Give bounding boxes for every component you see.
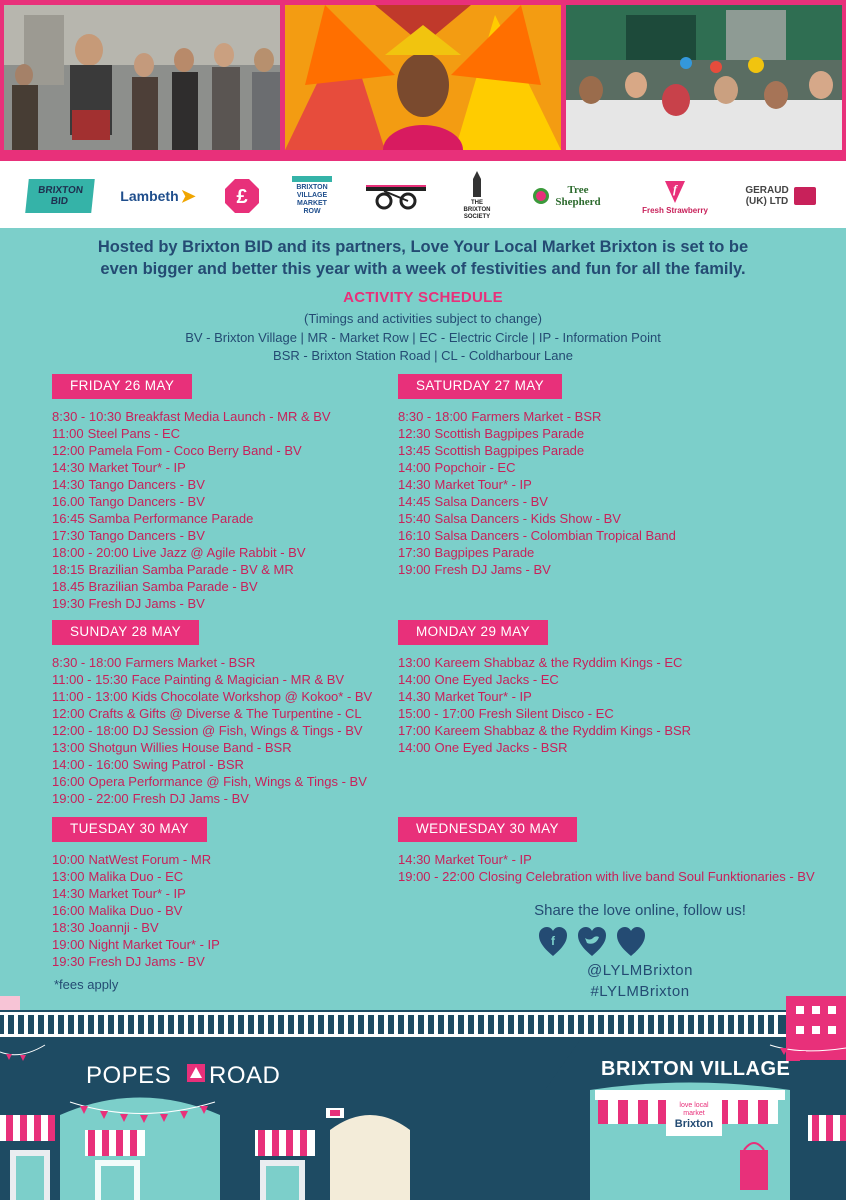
event-row <box>398 688 691 705</box>
event-time: 18:30 <box>52 920 85 935</box>
event-row <box>52 868 220 885</box>
event-time: 19:00 <box>52 937 85 952</box>
day-heading: SUNDAY 28 MAY <box>52 620 199 645</box>
event-row <box>52 578 331 595</box>
event-description: Farmers Market - BSR <box>471 409 602 424</box>
brixton-village-logo: BRIXTON VILLAGE MARKET ROW <box>290 169 334 223</box>
twitter-heart-icon[interactable] <box>578 927 606 956</box>
event-time: 14:30 <box>398 477 431 492</box>
event-description: Market Tour* - IP <box>88 886 186 901</box>
event-description: Salsa Dancers - Colombian Tropical Band <box>434 528 676 543</box>
brixton-bid-logo: BRIXTON BID <box>24 169 96 223</box>
event-description: Kareem Shabbaz & the Ryddim Kings - BSR <box>434 723 692 738</box>
event-time: 14.30 <box>398 689 431 704</box>
event-time: 14:30 <box>52 886 85 901</box>
event-time: 14:30 <box>52 460 85 475</box>
event-time: 19:00 <box>398 562 431 577</box>
event-time: 17:30 <box>398 545 431 560</box>
intro-line-1: Hosted by Brixton BID and its partners, Love Your Local Market Brixton is set to be <box>97 238 749 256</box>
day-block-saturday <box>398 374 676 578</box>
event-row <box>398 851 815 868</box>
event-row <box>398 476 676 493</box>
event-list <box>52 408 331 612</box>
event-time: 8:30 - 18:00 <box>398 409 468 424</box>
schedule-title: ACTIVITY SCHEDULE <box>343 289 503 306</box>
event-time: 19:30 <box>52 954 85 969</box>
fresh-strawberry-logo: f Fresh Strawberry <box>642 181 708 215</box>
event-description: Fresh DJ Jams - BV <box>434 562 551 577</box>
event-row <box>52 442 331 459</box>
event-description: Night Market Tour* - IP <box>88 937 220 952</box>
event-row <box>398 671 691 688</box>
event-row <box>52 671 372 688</box>
social-handle[interactable]: @LYLMBrixton <box>587 962 693 979</box>
event-time: 12:30 <box>398 426 431 441</box>
event-time: 13:00 <box>52 740 85 755</box>
event-row <box>398 493 676 510</box>
event-description: Tango Dancers - BV <box>88 528 205 543</box>
event-description: DJ Session @ Fish, Wings & Tings - BV <box>132 723 363 738</box>
event-time: 14:00 - 16:00 <box>52 757 129 772</box>
day-heading: WEDNESDAY 30 MAY <box>398 817 577 842</box>
event-description: Opera Performance @ Fish, Wings & Tings - BV <box>88 774 367 789</box>
day-block-friday <box>52 374 331 612</box>
event-row <box>52 561 331 578</box>
event-row <box>398 408 676 425</box>
event-row <box>52 425 331 442</box>
day-heading: MONDAY 29 MAY <box>398 620 548 645</box>
event-row <box>52 936 220 953</box>
location-key-1: BV - Brixton Village | MR - Market Row | EC - Electric Circle | IP - Information Point <box>185 330 661 345</box>
event-time: 16:00 <box>52 903 85 918</box>
event-row <box>398 510 676 527</box>
svg-text:f: f <box>551 934 555 948</box>
event-description: Fresh DJ Jams - BV <box>88 596 205 611</box>
event-time: 13:45 <box>398 443 431 458</box>
event-row <box>52 527 331 544</box>
event-time: 12:00 <box>52 706 85 721</box>
event-row <box>52 705 372 722</box>
event-row <box>52 851 220 868</box>
day-block-tuesday <box>52 817 220 970</box>
event-description: One Eyed Jacks - BSR <box>434 740 568 755</box>
event-description: Kids Chocolate Workshop @ Kokoo* - BV <box>131 689 373 704</box>
event-description: Market Tour* - IP <box>434 477 532 492</box>
event-description: Fresh DJ Jams - BV <box>88 954 205 969</box>
event-description: Swing Patrol - BSR <box>132 757 244 772</box>
event-description: Fresh Silent Disco - EC <box>478 706 614 721</box>
event-row <box>398 544 676 561</box>
event-description: Shotgun Willies House Band - BSR <box>88 740 292 755</box>
event-description: Market Tour* - IP <box>434 852 532 867</box>
bagpiper-photo <box>4 5 280 150</box>
intro-line-2: even bigger and better this year with a week of festivities and fun for all the family. <box>100 260 746 278</box>
love-local-market-badge: love local market Brixton <box>674 1102 714 1130</box>
event-description: Market Tour* - IP <box>434 689 532 704</box>
geraud-logo: GERAUD (UK) LTD <box>740 169 820 223</box>
event-time: 13:00 <box>52 869 85 884</box>
carnival-dancer-photo <box>285 5 561 150</box>
event-row <box>52 408 331 425</box>
event-time: 18:00 - 20:00 <box>52 545 129 560</box>
event-description: Crafts & Gifts @ Diverse & The Turpentine - CL <box>88 706 362 721</box>
facebook-heart-icon[interactable] <box>539 927 567 956</box>
event-time: 8:30 - 18:00 <box>52 655 122 670</box>
event-description: Joannji - BV <box>88 920 159 935</box>
event-description: Malika Duo - BV <box>88 903 183 918</box>
event-row <box>52 476 331 493</box>
event-description: Scottish Bagpipes Parade <box>434 443 585 458</box>
fees-footnote: *fees apply <box>54 977 119 992</box>
event-row <box>398 739 691 756</box>
event-row <box>52 510 331 527</box>
event-description: Kareem Shabbaz & the Ryddim Kings - EC <box>434 655 683 670</box>
event-list <box>52 851 220 970</box>
event-time: 10:00 <box>52 852 85 867</box>
event-row <box>52 739 372 756</box>
sponsor-logos-bar <box>0 158 846 228</box>
event-time: 13:00 <box>398 655 431 670</box>
event-description: Salsa Dancers - Kids Show - BV <box>434 511 621 526</box>
social-icons <box>537 926 647 958</box>
event-list <box>52 654 372 807</box>
event-row <box>398 425 676 442</box>
event-description: Steel Pans - EC <box>87 426 181 441</box>
day-block-sunday <box>52 620 372 807</box>
event-time: 18:15 <box>52 562 85 577</box>
event-description: Face Painting & Magician - MR & BV <box>131 672 345 687</box>
location-key-2: BSR - Brixton Station Road | CL - Coldharbour Lane <box>273 348 573 363</box>
event-row <box>52 953 220 970</box>
electric-circle-logo <box>362 169 430 223</box>
event-time: 11:00 - 13:00 <box>52 689 128 704</box>
event-description: NatWest Forum - MR <box>88 852 212 867</box>
lambeth-logo: Lambeth ➤ <box>120 185 196 206</box>
event-time: 14:00 <box>398 460 431 475</box>
event-time: 18.45 <box>52 579 85 594</box>
event-description: Closing Celebration with live band Soul Funktionaries - BV <box>478 869 815 884</box>
day-heading: FRIDAY 26 MAY <box>52 374 192 399</box>
event-row <box>52 459 331 476</box>
day-block-wednesday <box>398 817 815 885</box>
tree-shepherd-logo: Tree Shepherd <box>526 169 610 223</box>
event-row <box>52 688 372 705</box>
event-description: Live Jazz @ Agile Rabbit - BV <box>132 545 306 560</box>
street-illustration <box>0 990 846 1200</box>
event-description: Tango Dancers - BV <box>88 494 205 509</box>
event-description: Pamela Fom - Coco Berry Band - BV <box>88 443 302 458</box>
event-time: 12:00 <box>52 443 85 458</box>
event-description: Farmers Market - BSR <box>125 655 256 670</box>
event-row <box>398 561 676 578</box>
event-row <box>52 722 372 739</box>
event-row <box>52 544 331 561</box>
event-description: Samba Performance Parade <box>88 511 254 526</box>
event-row <box>398 459 676 476</box>
social-hashtag[interactable]: #LYLMBrixton <box>590 983 690 1000</box>
svg-text:£: £ <box>236 186 248 208</box>
event-row <box>398 442 676 459</box>
event-time: 11:00 - 15:30 <box>52 672 128 687</box>
event-list <box>398 408 676 578</box>
event-description: Breakfast Media Launch - MR & BV <box>125 409 331 424</box>
event-description: Bagpipes Parade <box>434 545 535 560</box>
heart-icon[interactable] <box>617 927 645 956</box>
event-description: One Eyed Jacks - EC <box>434 672 559 687</box>
brixton-society-logo: THE BRIXTON SOCIETY <box>452 169 502 223</box>
event-row <box>52 493 331 510</box>
event-row <box>52 790 372 807</box>
event-time: 16:45 <box>52 511 85 526</box>
event-time: 14:00 <box>398 672 431 687</box>
event-description: Fresh DJ Jams - BV <box>132 791 249 806</box>
event-time: 16.00 <box>52 494 85 509</box>
day-heading: SATURDAY 27 MAY <box>398 374 562 399</box>
event-time: 14:45 <box>398 494 431 509</box>
kids-workshop-photo <box>566 5 842 150</box>
popes-road-sign-right: ROAD <box>209 1062 281 1089</box>
event-time: 8:30 - 10:30 <box>52 409 122 424</box>
event-row <box>52 773 372 790</box>
event-time: 14:00 <box>398 740 431 755</box>
event-description: Popchoir - EC <box>434 460 516 475</box>
share-heading: Share the love online, follow us! <box>534 902 746 919</box>
photo-strip <box>0 0 846 158</box>
event-list <box>398 851 815 885</box>
event-description: Malika Duo - EC <box>88 869 184 884</box>
event-description: Brazilian Samba Parade - BV <box>88 579 258 594</box>
event-row <box>52 885 220 902</box>
event-row <box>52 919 220 936</box>
event-time: 19:30 <box>52 596 85 611</box>
svg-text:f: f <box>673 181 677 196</box>
event-description: Salsa Dancers - BV <box>434 494 548 509</box>
event-row <box>52 756 372 773</box>
event-row <box>398 705 691 722</box>
day-heading: TUESDAY 30 MAY <box>52 817 207 842</box>
event-row <box>398 722 691 739</box>
event-time: 14:30 <box>398 852 431 867</box>
event-time: 19:00 - 22:00 <box>398 869 475 884</box>
event-description: Market Tour* - IP <box>88 460 186 475</box>
event-time: 16:00 <box>52 774 85 789</box>
event-description: Scottish Bagpipes Parade <box>434 426 585 441</box>
brixton-village-sign: BRIXTON VILLAGE <box>601 1058 791 1080</box>
event-row <box>398 527 676 544</box>
event-time: 12:00 - 18:00 <box>52 723 129 738</box>
event-row <box>52 595 331 612</box>
event-time: 19:00 - 22:00 <box>52 791 129 806</box>
event-row <box>52 654 372 671</box>
event-list <box>398 654 691 756</box>
event-time: 17:00 <box>398 723 431 738</box>
event-time: 15:40 <box>398 511 431 526</box>
event-row <box>398 654 691 671</box>
event-time: 17:30 <box>52 528 85 543</box>
event-time: 11:00 <box>52 426 84 441</box>
event-time: 14:30 <box>52 477 85 492</box>
event-description: Tango Dancers - BV <box>88 477 205 492</box>
event-row <box>52 902 220 919</box>
popes-road-sign-left: POPES <box>86 1062 172 1089</box>
day-block-monday <box>398 620 691 756</box>
schedule-disclaimer: (Timings and activities subject to change) <box>304 311 542 326</box>
intro-text <box>40 236 806 280</box>
event-description: Brazilian Samba Parade - BV & MR <box>88 562 294 577</box>
brixton-pound-logo <box>222 169 262 223</box>
event-row <box>398 868 815 885</box>
event-time: 15:00 - 17:00 <box>398 706 475 721</box>
event-time: 16:10 <box>398 528 431 543</box>
